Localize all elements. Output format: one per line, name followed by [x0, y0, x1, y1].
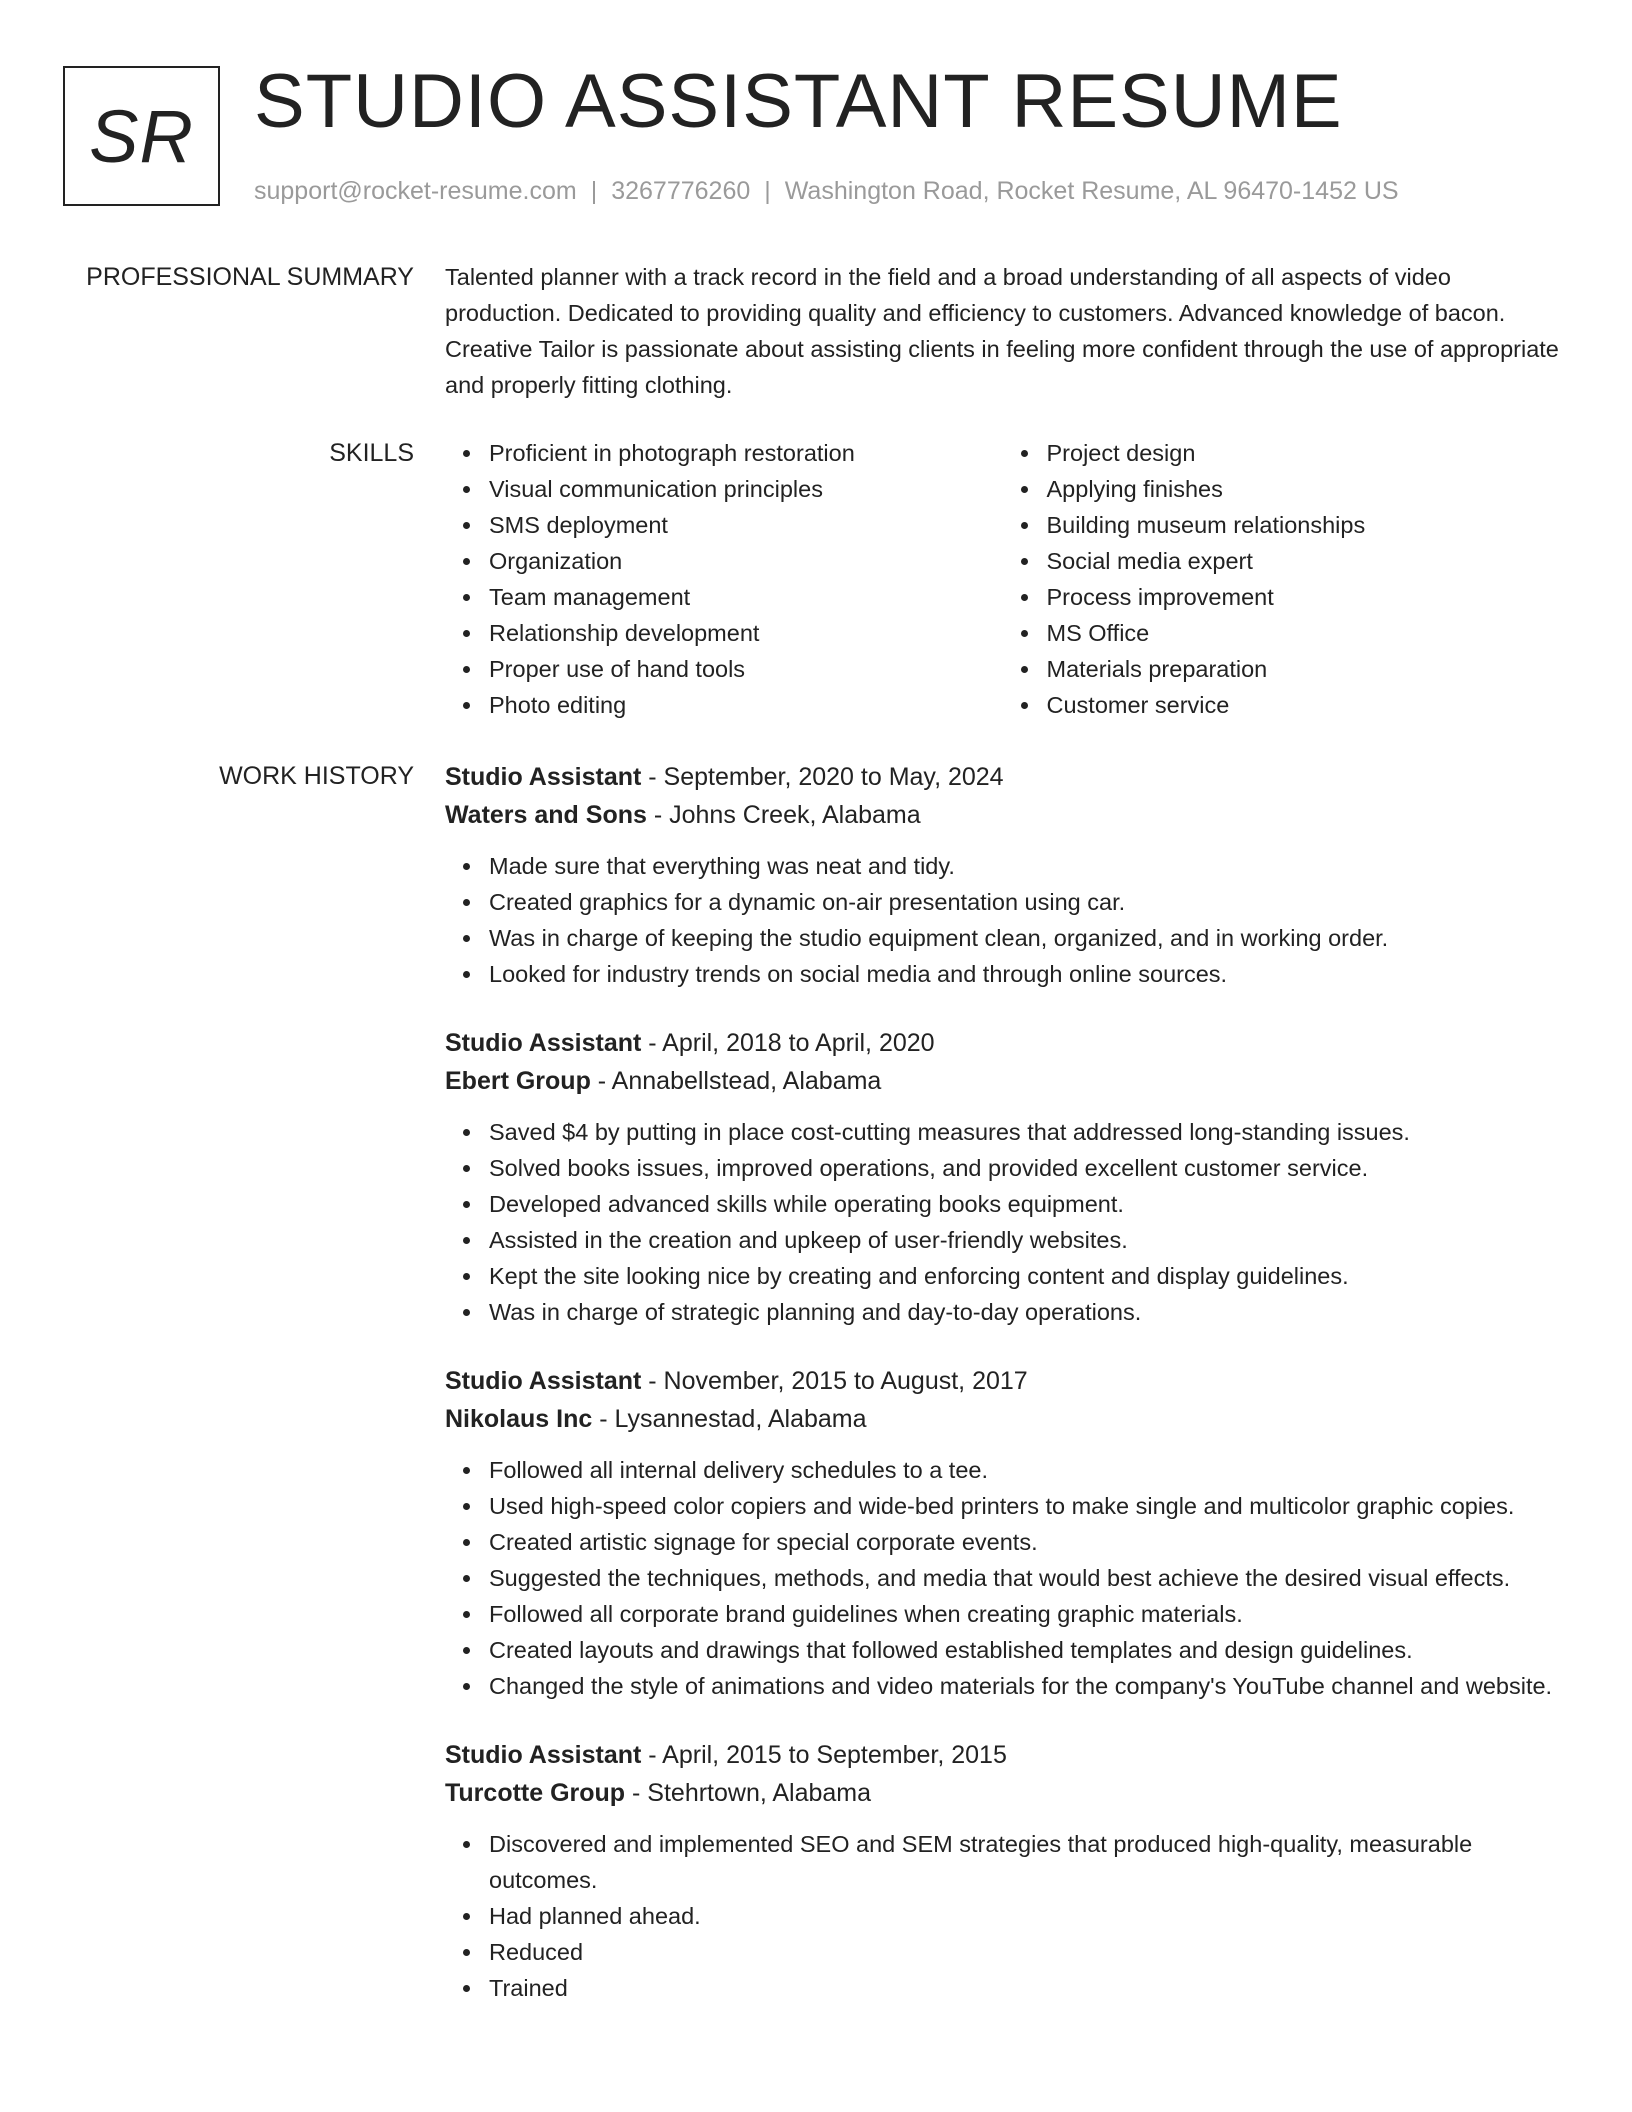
job-dates: - April, 2018 to April, 2020: [641, 1029, 935, 1057]
job-title: Studio Assistant: [445, 1029, 642, 1057]
job-duty-item: Made sure that everything was neat and tidy.: [489, 848, 1560, 884]
skill-item: Visual communication principles: [489, 471, 1003, 507]
job-title-line: [445, 1362, 1560, 1400]
job-title: Studio Assistant: [445, 1741, 642, 1769]
job-duty-item: Solved books issues, improved operations, and provided excellent customer service.: [489, 1150, 1560, 1186]
job-duty-item: Looked for industry trends on social media and through online sources.: [489, 956, 1560, 992]
job-duty-item: Trained: [489, 1970, 1560, 2006]
job-entry: [445, 1362, 1560, 1704]
contact-phone: 3267776260: [611, 177, 751, 205]
summary-body: [445, 259, 1560, 403]
skills-heading: SKILLS: [329, 439, 414, 467]
job-duty-item: Was in charge of keeping the studio equipment clean, organized, and in working order.: [489, 920, 1560, 956]
job-entry: [445, 1736, 1560, 2006]
skill-item: Project design: [1047, 435, 1561, 471]
job-duties-list: [445, 1826, 1560, 2006]
job-company-line: [445, 796, 1560, 834]
job-duty-item: Developed advanced skills while operating books equipment.: [489, 1186, 1560, 1222]
job-duty-item: Suggested the techniques, methods, and media that would best achieve the desired visual effects.: [489, 1560, 1560, 1596]
job-company: Waters and Sons: [445, 801, 647, 829]
job-location: - Lysannestad, Alabama: [592, 1405, 867, 1433]
skill-item: Proficient in photograph restoration: [489, 435, 1003, 471]
job-duty-item: Saved $4 by putting in place cost-cutting measures that addressed long-standing issues.: [489, 1114, 1560, 1150]
job-location: - Stehrtown, Alabama: [625, 1779, 872, 1807]
resume-title: STUDIO ASSISTANT RESUME: [254, 59, 1343, 144]
skills-list-right: [1003, 435, 1561, 723]
skill-item: Photo editing: [489, 687, 1003, 723]
job-dates: - November, 2015 to August, 2017: [641, 1367, 1028, 1395]
job-duty-item: Changed the style of animations and video materials for the company's YouTube channel and website.: [489, 1668, 1560, 1704]
job-duty-item: Created artistic signage for special corporate events.: [489, 1524, 1560, 1560]
job-duty-item: Created graphics for a dynamic on-air presentation using car.: [489, 884, 1560, 920]
job-duty-item: Assisted in the creation and upkeep of user-friendly websites.: [489, 1222, 1560, 1258]
skill-item: Building museum relationships: [1047, 507, 1561, 543]
job-duty-item: Had planned ahead.: [489, 1898, 1560, 1934]
job-title: Studio Assistant: [445, 763, 642, 791]
job-duty-item: Followed all internal delivery schedules to a tee.: [489, 1452, 1560, 1488]
summary-heading: PROFESSIONAL SUMMARY: [86, 263, 414, 291]
skill-item: Materials preparation: [1047, 651, 1561, 687]
skill-item: Organization: [489, 543, 1003, 579]
contact-separator: |: [764, 177, 771, 205]
job-duties-list: [445, 848, 1560, 992]
job-duties-list: [445, 1114, 1560, 1330]
contact-email: support@rocket-resume.com: [254, 177, 577, 205]
job-entry: [445, 1024, 1560, 1330]
job-entry: [445, 758, 1560, 992]
job-duties-list: [445, 1452, 1560, 1704]
skill-item: Relationship development: [489, 615, 1003, 651]
job-dates: - September, 2020 to May, 2024: [641, 763, 1004, 791]
job-location: - Johns Creek, Alabama: [646, 801, 921, 829]
skill-item: MS Office: [1047, 615, 1561, 651]
job-duty-item: Was in charge of strategic planning and day-to-day operations.: [489, 1294, 1560, 1330]
monogram-initials: SR: [89, 94, 194, 178]
job-duty-item: Followed all corporate brand guidelines when creating graphic materials.: [489, 1596, 1560, 1632]
job-company: Turcotte Group: [445, 1779, 626, 1807]
job-title-line: [445, 1024, 1560, 1062]
skill-item: Applying finishes: [1047, 471, 1561, 507]
summary-text: Talented planner with a track record in the field and a broad understanding of all aspects of video production. Dedicated to providing quality and efficiency to customers. Advanced knowledge of bacon. Creative Tailor is passionate about assisting clients in feeling more confident through the use of appropriate and properly fitting clothing.: [445, 264, 1559, 398]
job-duty-item: Discovered and implemented SEO and SEM strategies that produced high-quality, measurable outcomes.: [489, 1826, 1560, 1898]
job-company-line: [445, 1774, 1560, 1812]
job-company-line: [445, 1400, 1560, 1438]
monogram-box: [63, 66, 220, 206]
skill-item: Proper use of hand tools: [489, 651, 1003, 687]
job-company: Ebert Group: [445, 1067, 591, 1095]
skill-item: Team management: [489, 579, 1003, 615]
job-title-line: [445, 1736, 1560, 1774]
work-history-body: [445, 758, 1560, 2038]
job-title: Studio Assistant: [445, 1367, 642, 1395]
skills-list-left: [445, 435, 1003, 723]
contact-separator: |: [590, 177, 598, 205]
contact-address: Washington Road, Rocket Resume, AL 96470-1452 US: [784, 177, 1399, 205]
skill-item: Social media expert: [1047, 543, 1561, 579]
skill-item: SMS deployment: [489, 507, 1003, 543]
job-location: - Annabellstead, Alabama: [590, 1067, 882, 1095]
job-title-line: [445, 758, 1560, 796]
skill-item: Process improvement: [1047, 579, 1561, 615]
job-duty-item: Used high-speed color copiers and wide-bed printers to make single and multicolor graphic copies.: [489, 1488, 1560, 1524]
contact-line: [254, 176, 1399, 206]
job-duty-item: Created layouts and drawings that followed established templates and design guidelines.: [489, 1632, 1560, 1668]
job-company-line: [445, 1062, 1560, 1100]
skill-item: Customer service: [1047, 687, 1561, 723]
job-duty-item: Reduced: [489, 1934, 1560, 1970]
job-duty-item: Kept the site looking nice by creating and enforcing content and display guidelines.: [489, 1258, 1560, 1294]
job-company: Nikolaus Inc: [445, 1405, 593, 1433]
work-history-heading: WORK HISTORY: [219, 762, 414, 790]
job-dates: - April, 2015 to September, 2015: [641, 1741, 1007, 1769]
skills-body: [445, 435, 1560, 723]
